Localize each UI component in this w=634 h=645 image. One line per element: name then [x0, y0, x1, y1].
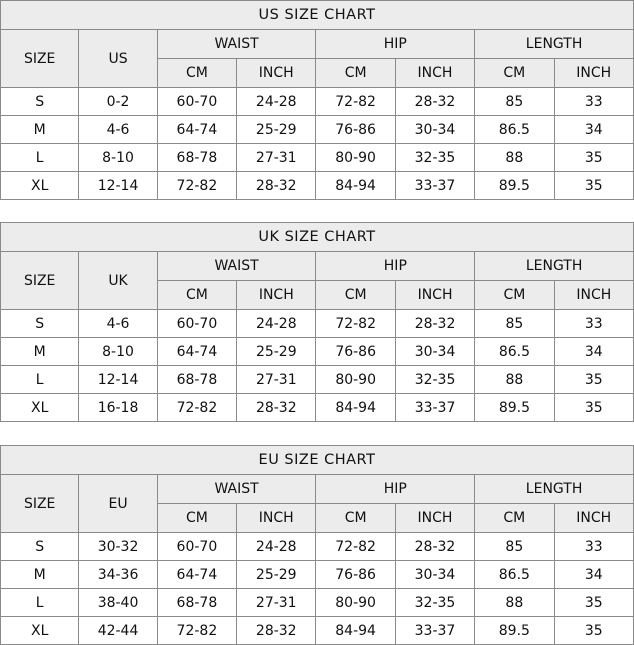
table-cell: 64-74: [157, 338, 236, 366]
table-cell: 68-78: [157, 144, 236, 172]
size-table: [0, 445, 634, 645]
table-cell: 72-82: [316, 533, 395, 561]
table-cell: 76-86: [316, 561, 395, 589]
table-cell: 8-10: [79, 144, 157, 172]
table-cell: 24-28: [237, 88, 316, 116]
table-cell: 28-32: [395, 88, 474, 116]
table-cell: 85: [475, 533, 554, 561]
unit-header: INCH: [237, 281, 316, 310]
table-cell: 34: [554, 338, 633, 366]
table-cell: 89.5: [475, 617, 554, 645]
table-cell: 88: [475, 589, 554, 617]
chart-title: EU SIZE CHART: [1, 446, 634, 475]
table-cell: 33: [554, 88, 633, 116]
waist-header: WAIST: [157, 475, 316, 504]
size-cell: M: [1, 116, 79, 144]
hip-header: HIP: [316, 252, 475, 281]
table-cell: 72-82: [157, 394, 236, 422]
table-cell: 32-35: [395, 366, 474, 394]
unit-header: INCH: [395, 504, 474, 533]
unit-header: INCH: [554, 504, 633, 533]
table-cell: 68-78: [157, 589, 236, 617]
table-row: [1, 338, 634, 366]
table-cell: 8-10: [79, 338, 157, 366]
table-cell: 34: [554, 561, 633, 589]
table-cell: 27-31: [237, 589, 316, 617]
table-cell: 68-78: [157, 366, 236, 394]
table-cell: 28-32: [395, 533, 474, 561]
table-cell: 30-34: [395, 338, 474, 366]
table-row: [1, 144, 634, 172]
table-cell: 16-18: [79, 394, 157, 422]
table-cell: 88: [475, 366, 554, 394]
unit-header: CM: [316, 504, 395, 533]
table-cell: 33-37: [395, 172, 474, 200]
uk-size-chart: [0, 222, 634, 422]
table-cell: 64-74: [157, 116, 236, 144]
table-row: [1, 533, 634, 561]
table-cell: 35: [554, 172, 633, 200]
table-cell: 12-14: [79, 366, 157, 394]
table-cell: 33-37: [395, 394, 474, 422]
eu-size-chart: [0, 445, 634, 645]
table-cell: 35: [554, 144, 633, 172]
unit-header: CM: [157, 504, 236, 533]
size-cell: XL: [1, 394, 79, 422]
table-cell: 85: [475, 88, 554, 116]
table-cell: 35: [554, 394, 633, 422]
unit-header: INCH: [554, 59, 633, 88]
table-row: [1, 589, 634, 617]
hip-header: HIP: [316, 30, 475, 59]
table-cell: 35: [554, 366, 633, 394]
table-cell: 86.5: [475, 338, 554, 366]
size-cell: M: [1, 338, 79, 366]
table-cell: 27-31: [237, 144, 316, 172]
table-cell: 88: [475, 144, 554, 172]
table-cell: 80-90: [316, 589, 395, 617]
region-header: EU: [79, 475, 157, 533]
table-row: [1, 88, 634, 116]
table-cell: 85: [475, 310, 554, 338]
table-cell: 25-29: [237, 338, 316, 366]
table-cell: 34-36: [79, 561, 157, 589]
table-cell: 72-82: [316, 88, 395, 116]
table-cell: 27-31: [237, 366, 316, 394]
table-cell: 72-82: [157, 617, 236, 645]
unit-header: CM: [475, 59, 554, 88]
unit-header: INCH: [237, 59, 316, 88]
length-header: LENGTH: [475, 30, 634, 59]
size-cell: L: [1, 366, 79, 394]
table-cell: 35: [554, 617, 633, 645]
table-cell: 28-32: [237, 172, 316, 200]
table-cell: 84-94: [316, 617, 395, 645]
hip-header: HIP: [316, 475, 475, 504]
table-cell: 76-86: [316, 116, 395, 144]
unit-header: INCH: [395, 59, 474, 88]
table-cell: 60-70: [157, 88, 236, 116]
length-header: LENGTH: [475, 252, 634, 281]
chart-title: US SIZE CHART: [1, 1, 634, 30]
table-cell: 35: [554, 589, 633, 617]
table-cell: 4-6: [79, 116, 157, 144]
table-cell: 86.5: [475, 561, 554, 589]
size-cell: S: [1, 533, 79, 561]
table-cell: 30-32: [79, 533, 157, 561]
table-cell: 25-29: [237, 561, 316, 589]
table-row: [1, 366, 634, 394]
length-header: LENGTH: [475, 475, 634, 504]
unit-header: CM: [475, 504, 554, 533]
table-cell: 33: [554, 310, 633, 338]
waist-header: WAIST: [157, 30, 316, 59]
unit-header: INCH: [395, 281, 474, 310]
table-cell: 33-37: [395, 617, 474, 645]
table-row: [1, 310, 634, 338]
table-cell: 24-28: [237, 533, 316, 561]
unit-header: INCH: [237, 504, 316, 533]
table-cell: 30-34: [395, 116, 474, 144]
size-header: SIZE: [1, 30, 79, 88]
table-cell: 72-82: [316, 310, 395, 338]
table-cell: 34: [554, 116, 633, 144]
table-cell: 84-94: [316, 394, 395, 422]
table-cell: 12-14: [79, 172, 157, 200]
table-cell: 80-90: [316, 366, 395, 394]
us-size-chart: [0, 0, 634, 200]
size-cell: S: [1, 88, 79, 116]
table-row: [1, 561, 634, 589]
size-cell: XL: [1, 172, 79, 200]
chart-title: UK SIZE CHART: [1, 223, 634, 252]
table-cell: 32-35: [395, 589, 474, 617]
table-cell: 60-70: [157, 533, 236, 561]
table-cell: 4-6: [79, 310, 157, 338]
region-header: UK: [79, 252, 157, 310]
unit-header: INCH: [554, 281, 633, 310]
table-cell: 80-90: [316, 144, 395, 172]
table-cell: 89.5: [475, 172, 554, 200]
table-cell: 32-35: [395, 144, 474, 172]
table-cell: 64-74: [157, 561, 236, 589]
unit-header: CM: [475, 281, 554, 310]
table-cell: 24-28: [237, 310, 316, 338]
table-cell: 25-29: [237, 116, 316, 144]
table-row: [1, 116, 634, 144]
table-row: [1, 172, 634, 200]
table-cell: 84-94: [316, 172, 395, 200]
size-cell: XL: [1, 617, 79, 645]
table-row: [1, 394, 634, 422]
table-cell: 0-2: [79, 88, 157, 116]
size-header: SIZE: [1, 252, 79, 310]
unit-header: CM: [157, 59, 236, 88]
size-cell: S: [1, 310, 79, 338]
table-cell: 72-82: [157, 172, 236, 200]
size-cell: L: [1, 144, 79, 172]
size-cell: L: [1, 589, 79, 617]
table-cell: 28-32: [237, 394, 316, 422]
table-row: [1, 617, 634, 645]
table-cell: 38-40: [79, 589, 157, 617]
region-header: US: [79, 30, 157, 88]
table-cell: 33: [554, 533, 633, 561]
table-cell: 28-32: [395, 310, 474, 338]
table-cell: 60-70: [157, 310, 236, 338]
table-cell: 30-34: [395, 561, 474, 589]
unit-header: CM: [157, 281, 236, 310]
waist-header: WAIST: [157, 252, 316, 281]
table-cell: 28-32: [237, 617, 316, 645]
size-cell: M: [1, 561, 79, 589]
size-table: [0, 0, 634, 200]
size-header: SIZE: [1, 475, 79, 533]
table-cell: 89.5: [475, 394, 554, 422]
unit-header: CM: [316, 59, 395, 88]
unit-header: CM: [316, 281, 395, 310]
table-cell: 76-86: [316, 338, 395, 366]
table-cell: 86.5: [475, 116, 554, 144]
size-table: [0, 222, 634, 422]
table-cell: 42-44: [79, 617, 157, 645]
